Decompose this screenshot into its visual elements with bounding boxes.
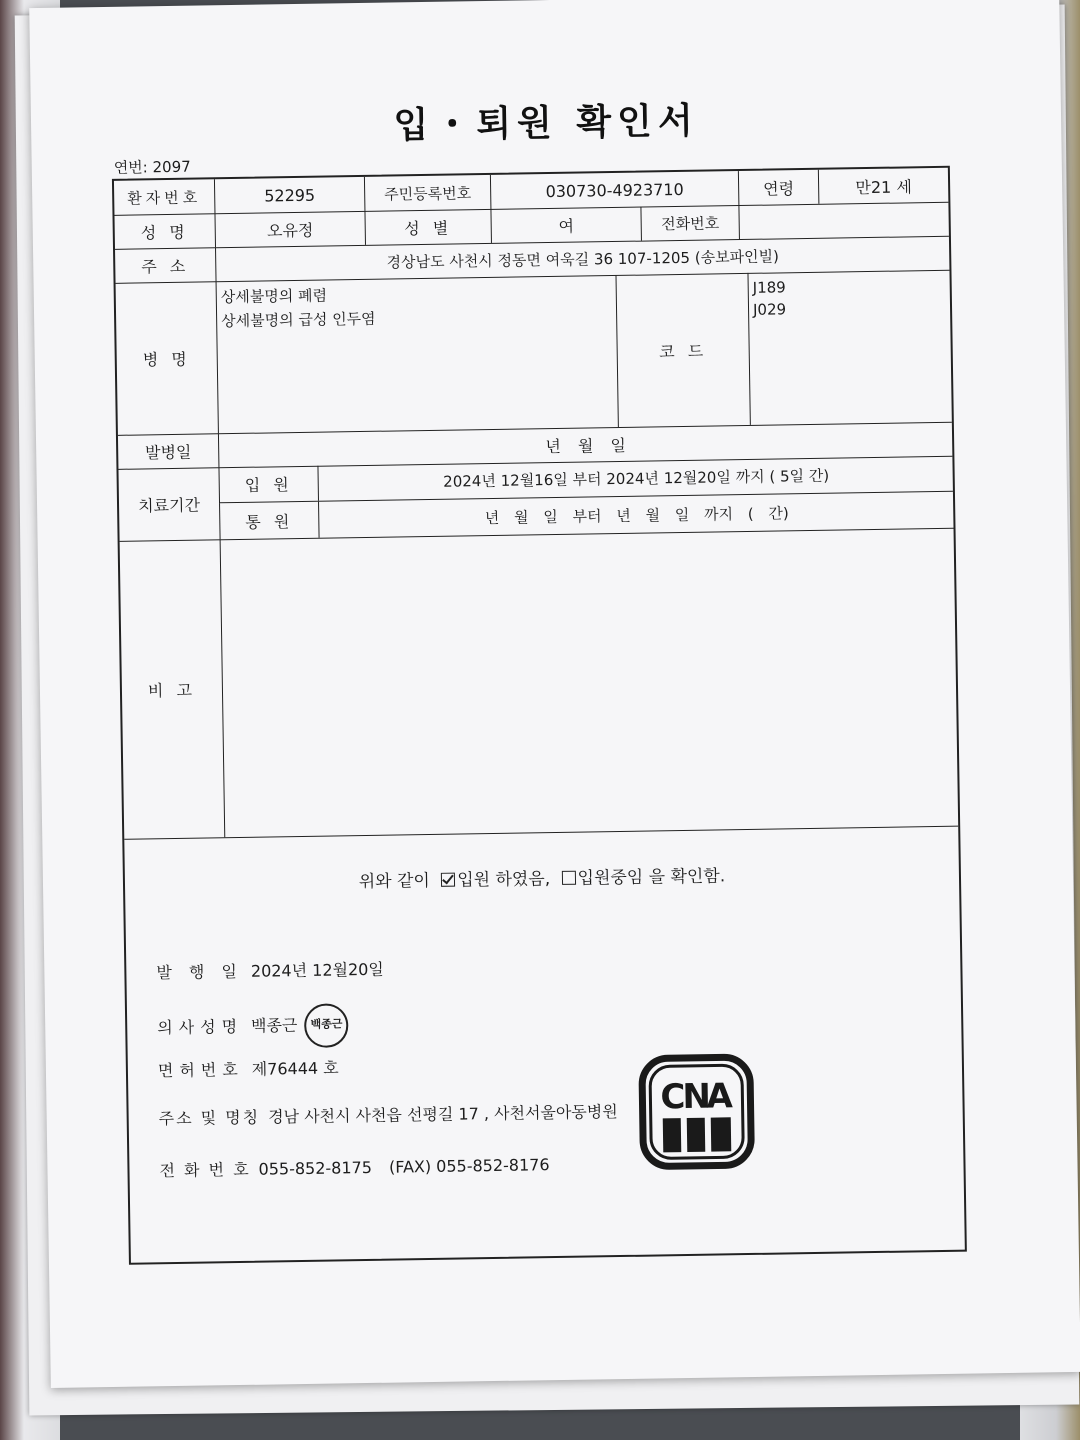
inpatient-label: 입 원 [244, 475, 293, 495]
issuer-fax-value: (FAX) 055-852-8176 [388, 1155, 550, 1177]
doctor-label: 의사성명 [157, 1016, 244, 1037]
remarks-label: 비 고 [147, 680, 197, 700]
form-table [112, 166, 967, 1265]
document-sheet [29, 0, 1080, 1388]
remarks-value [220, 528, 959, 837]
issue-date-label: 발 행 일 [156, 961, 244, 983]
address-label: 주 소 [141, 256, 190, 276]
name-label: 성 명 [140, 222, 189, 242]
serial-number: 연번: 2097 [113, 157, 191, 177]
issuer-phone-label: 전 화 번 호 [159, 1159, 251, 1181]
diagnosis-item: 상세불명의 폐렴 [220, 286, 328, 307]
diagnosis-item: 상세불명의 급성 인두염 [221, 309, 376, 331]
code-list [747, 270, 951, 425]
hospital-stamp-icon [636, 1051, 758, 1173]
age-label: 연령 [738, 170, 819, 205]
rrn-label: 주민등록번호 [364, 175, 491, 211]
rrn-value: 030730-4923710 [490, 171, 739, 209]
age-value: 만21 세 [818, 168, 949, 204]
sex-value: 여 [490, 207, 641, 243]
phone-label: 전화번호 [640, 205, 739, 241]
address-value: 경상남도 사천시 정동면 여욱길 36 107-1205 (송보파인빌) [215, 236, 949, 282]
confirmation-prefix: 위와 같이 [358, 870, 431, 893]
confirmation-statement [125, 858, 959, 896]
phone-value [738, 202, 949, 239]
onset-label: 발병일 [144, 442, 192, 462]
issue-date-value: 2024년 12월20일 [250, 959, 384, 981]
outpatient-label: 통 원 [245, 511, 294, 532]
diagnosis-list [216, 275, 618, 433]
row-diagnosis [116, 270, 952, 436]
license-line [158, 1055, 339, 1081]
code-item: J189 [752, 278, 786, 297]
issuer-address-value: 경남 사천시 사천읍 선평길 17 , 사천서울아동병원 [267, 1102, 618, 1127]
document-title: 입・퇴원 확인서 [393, 100, 699, 147]
issuer-address-label: 주소 및 명칭 [158, 1107, 261, 1129]
outpatient-value: 년 월 일 부터 년 월 일 까지 ( 간) [318, 492, 954, 538]
confirmation-option2: 입원중임 [577, 867, 644, 889]
doctor-value: 백종근 [250, 1015, 298, 1036]
issuer-address-line [158, 1099, 617, 1129]
svg-text:C: C [660, 1077, 686, 1118]
issue-date-line [156, 957, 384, 984]
patient-no-value: 52295 [214, 177, 365, 213]
inpatient-value: 2024년 12월16일 부터 2024년 12월20일 까지 ( 5일 간) [317, 456, 953, 501]
treatment-label: 치료기간 [137, 495, 201, 516]
license-value: 제76444 호 [251, 1058, 339, 1079]
code-item: J029 [752, 300, 787, 319]
svg-text:A: A [706, 1076, 734, 1117]
row-remarks [120, 528, 959, 840]
onset-value: 년 월 일 [218, 422, 952, 468]
checkbox-hospitalized-icon [561, 871, 575, 885]
license-label: 면허번호 [157, 1059, 244, 1081]
issuer-phone-value: 055-852-8175 [258, 1157, 373, 1179]
doctor-seal-icon: 백종근 [304, 1003, 349, 1048]
doctor-line [157, 1003, 349, 1050]
name-value: 오유정 [214, 211, 365, 247]
code-label: 코 드 [615, 273, 749, 427]
patient-no-label: 환자번호 [127, 187, 202, 208]
confirmation-option1: 입원 하였음, [457, 869, 551, 891]
svg-text:N: N [682, 1076, 712, 1118]
issuer-phone-line [159, 1152, 549, 1181]
diagnosis-label: 병 명 [142, 349, 191, 369]
confirmation-suffix: 을 확인함. [648, 866, 726, 888]
checkbox-admitted-icon [441, 873, 455, 887]
sex-label: 성 별 [364, 209, 491, 245]
